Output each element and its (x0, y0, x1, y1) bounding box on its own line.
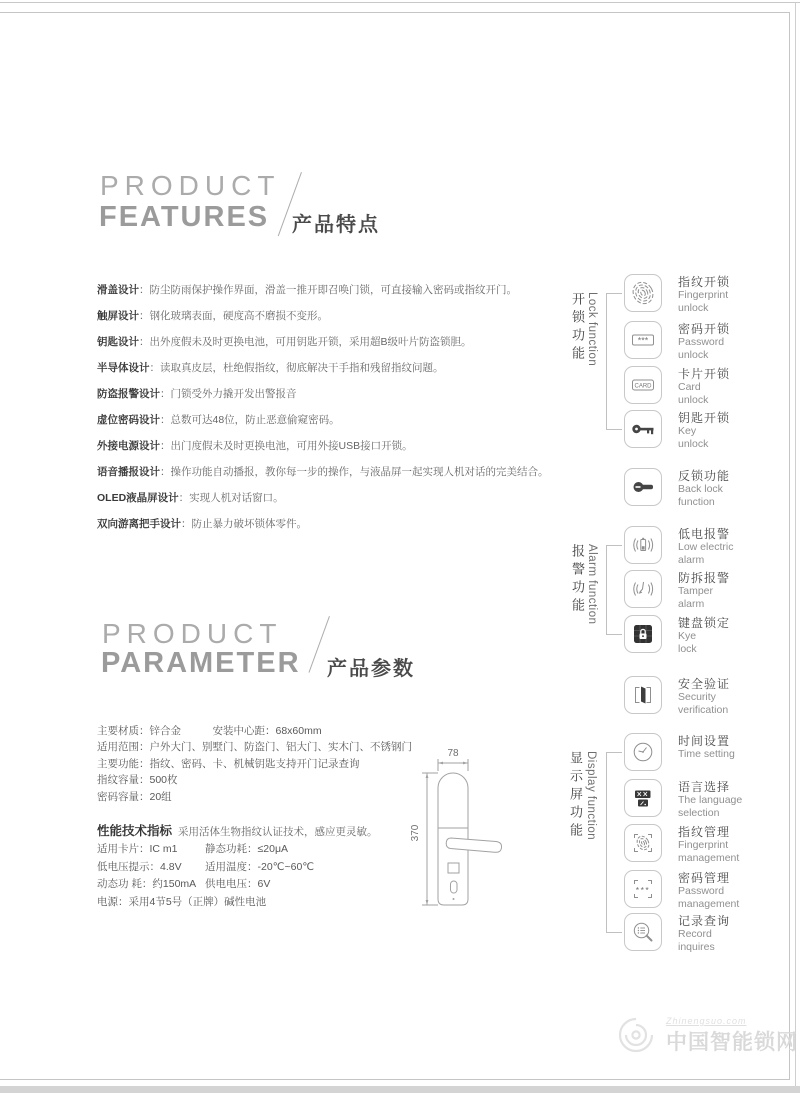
performance-subtitle: 采用活体生物指纹认证技术，感应更灵敏。 (178, 826, 378, 838)
function-item-password-unlock (624, 321, 730, 361)
function-text: 钥匙开锁 Key unlock (678, 411, 731, 450)
function-item-time-setting (624, 733, 735, 771)
low-battery-alarm-icon (624, 526, 662, 564)
watermark-text (666, 1016, 798, 1056)
parameter-title-line2: PARAMETER (101, 647, 301, 679)
spec-row (97, 876, 314, 894)
function-item-keypad-lock (624, 615, 730, 655)
spec-left: 低电压提示：4.8V (97, 860, 182, 873)
features-title-line1: PRODUCT (100, 170, 281, 201)
display-function-label-cn: 显示屏功能 (568, 751, 583, 841)
dimension-arrows (426, 762, 468, 905)
parameter-title-cn: 产品参数 (327, 658, 415, 680)
feature-item (97, 459, 549, 485)
spec-right: 静态功耗：≤20μA (205, 843, 288, 855)
parameter-line: 指纹容量：500枚 (97, 774, 178, 787)
display-function-bracket (606, 752, 622, 933)
function-text: 反锁功能 Back lock function (678, 469, 731, 508)
watermark-glyph-icon (612, 1014, 660, 1058)
function-item-key-unlock (624, 410, 730, 450)
feature-text: ：出门度假未及时更换电池，可用外接USB接口开锁。 (160, 440, 413, 452)
spec-row (97, 894, 314, 912)
spec-right: 适用温度：-20℃~60℃ (205, 860, 315, 873)
feature-label: OLED液晶屏设计 (97, 492, 179, 504)
feature-label: 双向游离把手设计 (97, 518, 181, 530)
feature-item (97, 277, 549, 303)
feature-item (97, 407, 549, 433)
function-text: 语言选择 The language selection (678, 780, 743, 819)
feature-text: ：操作功能自动播报，教你每一步的操作，与液晶屏一起实现人机对话的完美结合。 (160, 466, 549, 478)
spec-left: 适用卡片：IC m1 (97, 843, 178, 855)
function-text: 指纹开锁 Fingerprint unlock (678, 275, 731, 314)
svg-text:CARD: CARD (634, 383, 652, 390)
function-item-low-electric-alarm (624, 526, 733, 566)
function-item-back-lock (624, 468, 730, 508)
password-management-icon (624, 870, 662, 908)
parameter-line: 主要功能：指纹、密码、卡、机械钥匙支持开门记录查询 (97, 757, 360, 770)
parameter-line: 主要材质：锌合金 安装中心距：68x60mm (97, 725, 322, 737)
parameter-list (97, 723, 412, 805)
performance-title: 性能技术指标 (97, 824, 173, 838)
feature-item (97, 303, 549, 329)
key-icon (624, 410, 662, 448)
function-item-password-management (624, 870, 739, 910)
features-title-cn: 产品特点 (292, 214, 380, 236)
fingerprint-icon (624, 274, 662, 312)
record-search-icon (624, 913, 662, 951)
svg-text:***: *** (635, 885, 651, 895)
function-text: 防拆报警 Tamper alarm (678, 571, 731, 610)
function-item-card-unlock (624, 366, 730, 406)
feature-text: ：防尘防雨保护操作界面，滑盖一推开即召唤门锁，可直接输入密码或指纹开门。 (139, 284, 517, 296)
function-item-fingerprint-management (624, 824, 739, 864)
lock-function-label-en: Lock function (586, 292, 598, 367)
function-item-tamper-alarm (624, 570, 730, 610)
performance-title-row (97, 821, 378, 839)
lock-function-bracket (606, 293, 622, 430)
feature-label: 防盗报警设计 (97, 388, 160, 400)
feature-label: 半导体设计 (97, 362, 150, 374)
parameter-title-line1: PRODUCT (102, 618, 283, 649)
function-item-language-selection (624, 779, 742, 819)
spec-left: 电源：采用4节5号（正牌）碱性电池 (97, 895, 267, 908)
spec-row (97, 841, 314, 859)
feature-text: ：防止暴力破坏锁体零件。 (181, 518, 307, 530)
clock-icon (624, 733, 662, 771)
alarm-function-bracket (606, 545, 622, 635)
feature-text: ：读取真皮层，杜绝假指纹，彻底解决干手指和残留指纹问题。 (149, 362, 444, 374)
parameter-line: 适用范围：户外大门、别墅门、防盗门、铝大门、实木门、不锈钢门 (97, 741, 412, 754)
spec-right: 供电电压：6V (205, 878, 271, 890)
height-dimension-label: 370 (410, 824, 421, 842)
feature-item (97, 381, 549, 407)
feature-text: ：实现人机对话窗口。 (178, 492, 284, 504)
feature-list (97, 277, 549, 537)
tamper-alarm-icon (624, 570, 662, 608)
watermark-logo (612, 1014, 798, 1058)
spec-list (97, 841, 314, 911)
svg-text:***: *** (637, 335, 649, 346)
password-keypad-icon (624, 321, 662, 359)
alarm-function-label-cn: 报警功能 (570, 544, 585, 616)
function-text: 安全验证 Security verification (678, 677, 731, 716)
spec-left: 动态功 耗：约150mA (97, 878, 197, 890)
spec-row (97, 859, 314, 877)
display-function-label-en: Display function (585, 751, 597, 841)
function-text: 密码管理 Password management (678, 871, 740, 910)
function-item-record-inquiry (624, 913, 730, 953)
function-text: 时间设置 Time setting (678, 734, 735, 760)
lock-dimension-drawing (398, 726, 538, 936)
language-selection-icon (624, 779, 662, 817)
feature-text: ：总数可达48位，防止恶意偷窥密码。 (160, 414, 340, 426)
function-text: 键盘锁定 Kye lock (678, 616, 731, 655)
alarm-function-label-en: Alarm function (586, 544, 598, 625)
card-icon (624, 366, 662, 404)
feature-label: 触屏设计 (97, 310, 139, 322)
width-dimension-label: 78 (447, 748, 459, 759)
feature-item (97, 485, 549, 511)
function-text: 记录查询 Record inquires (678, 914, 731, 953)
feature-label: 外接电源设计 (97, 440, 160, 452)
function-text: 低电报警 Low electric alarm (678, 527, 734, 566)
feature-text: ：出外度假未及时更换电池，可用钥匙开锁，采用超B级叶片防盗锁胆。 (139, 336, 472, 348)
watermark-site-name: 中国智能锁网 (666, 1031, 798, 1054)
feature-item (97, 355, 549, 381)
watermark-domain: Zhinengsuo.com (666, 1016, 747, 1026)
lock-function-label-cn: 开锁功能 (570, 292, 585, 364)
function-item-fingerprint-unlock (624, 274, 730, 314)
function-text: 指纹管理 Fingerprint management (678, 825, 740, 864)
scan-right-edge (795, 3, 796, 1093)
screw-dot (453, 898, 455, 900)
function-item-security-verification (624, 676, 730, 716)
feature-label: 滑盖设计 (97, 284, 139, 296)
features-title-line2: FEATURES (99, 201, 270, 233)
feature-label: 虚位密码设计 (97, 414, 160, 426)
keypad-lock-icon (624, 615, 662, 653)
feature-item (97, 433, 549, 459)
function-text: 密码开锁 Password unlock (678, 322, 731, 361)
scan-bottom-edge (0, 1086, 800, 1093)
feature-label: 钥匙设计 (97, 336, 139, 348)
feature-text: ：钢化玻璃表面，硬度高不磨损不变形。 (139, 310, 328, 322)
scan-top-edge (0, 2, 800, 3)
fingerprint-scan-icon (624, 824, 662, 862)
function-text: 卡片开锁 Card unlock (678, 367, 731, 406)
feature-item (97, 511, 549, 537)
feature-text: ：门锁受外力撬开发出警报音 (160, 388, 297, 400)
parameter-line: 密码容量：20组 (97, 790, 172, 803)
feature-label: 语音播报设计 (97, 466, 160, 478)
door-handle-icon (624, 468, 662, 506)
door-verification-icon (624, 676, 662, 714)
feature-item (97, 329, 549, 355)
